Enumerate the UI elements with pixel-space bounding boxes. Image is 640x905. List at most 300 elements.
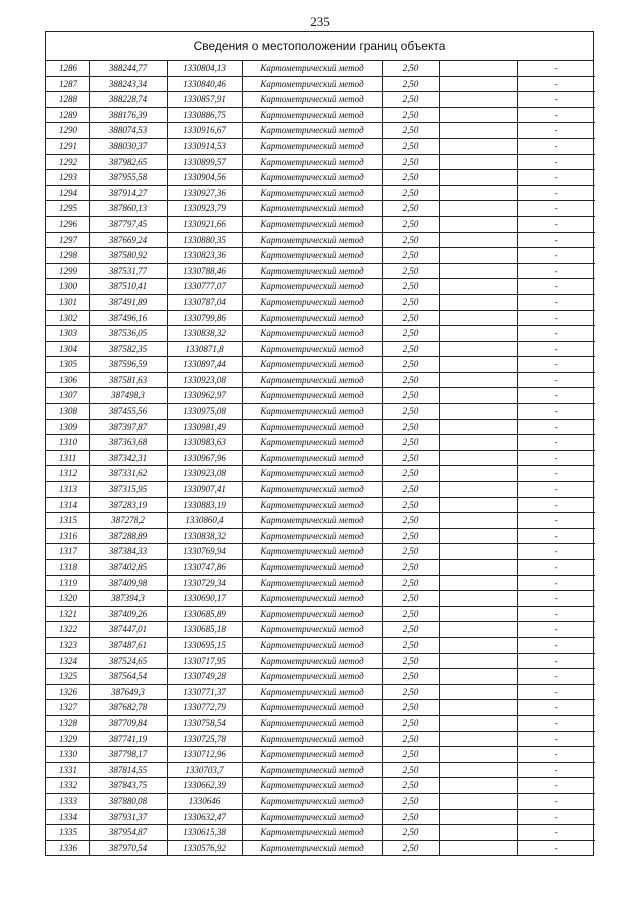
table-row: [46, 575, 595, 591]
table-row: [46, 513, 595, 529]
table-row: [46, 528, 595, 544]
table-row: [46, 435, 595, 451]
point-number-cell: 1330: [46, 747, 89, 763]
table-row: [46, 606, 595, 622]
precision-cell: 2,50: [382, 840, 439, 855]
precision-cell: 2,50: [382, 263, 439, 279]
x-coordinate-cell: 387649,3: [89, 684, 167, 700]
method-cell: Картометрический метод: [242, 482, 382, 498]
precision-cell: 2,50: [382, 482, 439, 498]
y-coordinate-cell: 1330685,89: [167, 606, 242, 622]
empty-cell: [439, 170, 517, 186]
method-cell: Картометрический метод: [242, 560, 382, 576]
x-coordinate-cell: 387931,37: [89, 809, 167, 825]
precision-cell: 2,50: [382, 61, 439, 76]
method-cell: Картометрический метод: [242, 591, 382, 607]
method-cell: Картометрический метод: [242, 357, 382, 373]
method-cell: Картометрический метод: [242, 669, 382, 685]
method-cell: Картометрический метод: [242, 778, 382, 794]
y-coordinate-cell: 1330729,34: [167, 575, 242, 591]
method-cell: Картометрический метод: [242, 263, 382, 279]
precision-cell: 2,50: [382, 388, 439, 404]
point-number-cell: 1295: [46, 201, 89, 217]
x-coordinate-cell: 387455,56: [89, 404, 167, 420]
dash-cell: -: [517, 123, 595, 139]
dash-cell: -: [517, 419, 595, 435]
empty-cell: [439, 840, 517, 855]
precision-cell: 2,50: [382, 809, 439, 825]
dash-cell: -: [517, 762, 595, 778]
empty-cell: [439, 435, 517, 451]
x-coordinate-cell: 387283,19: [89, 497, 167, 513]
precision-cell: 2,50: [382, 762, 439, 778]
method-cell: Картометрический метод: [242, 809, 382, 825]
precision-cell: 2,50: [382, 793, 439, 809]
method-cell: Картометрический метод: [242, 466, 382, 482]
precision-cell: 2,50: [382, 544, 439, 560]
x-coordinate-cell: 387409,98: [89, 575, 167, 591]
method-cell: Картометрический метод: [242, 123, 382, 139]
empty-cell: [439, 326, 517, 342]
point-number-cell: 1328: [46, 715, 89, 731]
precision-cell: 2,50: [382, 372, 439, 388]
method-cell: Картометрический метод: [242, 793, 382, 809]
method-cell: Картометрический метод: [242, 731, 382, 747]
empty-cell: [439, 216, 517, 232]
dash-cell: -: [517, 92, 595, 108]
y-coordinate-cell: 1330777,07: [167, 279, 242, 295]
y-coordinate-cell: 1330662,39: [167, 778, 242, 794]
empty-cell: [439, 138, 517, 154]
empty-cell: [439, 419, 517, 435]
table-row: [46, 185, 595, 201]
point-number-cell: 1315: [46, 513, 89, 529]
precision-cell: 2,50: [382, 419, 439, 435]
empty-cell: [439, 388, 517, 404]
dash-cell: -: [517, 435, 595, 451]
dash-cell: -: [517, 606, 595, 622]
point-number-cell: 1310: [46, 435, 89, 451]
y-coordinate-cell: 1330632,47: [167, 809, 242, 825]
point-number-cell: 1305: [46, 357, 89, 373]
point-number-cell: 1304: [46, 341, 89, 357]
method-cell: Картометрический метод: [242, 762, 382, 778]
method-cell: Картометрический метод: [242, 419, 382, 435]
precision-cell: 2,50: [382, 497, 439, 513]
empty-cell: [439, 637, 517, 653]
point-number-cell: 1286: [46, 61, 89, 76]
method-cell: Картометрический метод: [242, 528, 382, 544]
x-coordinate-cell: 387982,65: [89, 154, 167, 170]
table-row: [46, 341, 595, 357]
y-coordinate-cell: 1330646: [167, 793, 242, 809]
precision-cell: 2,50: [382, 466, 439, 482]
precision-cell: 2,50: [382, 341, 439, 357]
x-coordinate-cell: 387596,59: [89, 357, 167, 373]
x-coordinate-cell: 387491,89: [89, 294, 167, 310]
dash-cell: -: [517, 669, 595, 685]
method-cell: Картометрический метод: [242, 544, 382, 560]
method-cell: Картометрический метод: [242, 372, 382, 388]
table-row: [46, 294, 595, 310]
point-number-cell: 1297: [46, 232, 89, 248]
table-row: [46, 560, 595, 576]
dash-cell: -: [517, 544, 595, 560]
dash-cell: -: [517, 388, 595, 404]
dash-cell: -: [517, 341, 595, 357]
point-number-cell: 1308: [46, 404, 89, 420]
x-coordinate-cell: 387860,13: [89, 201, 167, 217]
x-coordinate-cell: 388176,39: [89, 107, 167, 123]
table-row: [46, 825, 595, 841]
empty-cell: [439, 793, 517, 809]
x-coordinate-cell: 387496,16: [89, 310, 167, 326]
empty-cell: [439, 591, 517, 607]
point-number-cell: 1306: [46, 372, 89, 388]
precision-cell: 2,50: [382, 123, 439, 139]
precision-cell: 2,50: [382, 637, 439, 653]
precision-cell: 2,50: [382, 294, 439, 310]
table-row: [46, 622, 595, 638]
y-coordinate-cell: 1330772,79: [167, 700, 242, 716]
x-coordinate-cell: 387397,87: [89, 419, 167, 435]
x-coordinate-cell: 387394,3: [89, 591, 167, 607]
x-coordinate-cell: 387487,61: [89, 637, 167, 653]
x-coordinate-cell: 387741,19: [89, 731, 167, 747]
method-cell: Картометрический метод: [242, 107, 382, 123]
precision-cell: 2,50: [382, 185, 439, 201]
empty-cell: [439, 528, 517, 544]
y-coordinate-cell: 1330962,97: [167, 388, 242, 404]
empty-cell: [439, 513, 517, 529]
y-coordinate-cell: 1330804,13: [167, 61, 242, 76]
point-number-cell: 1326: [46, 684, 89, 700]
x-coordinate-cell: 387498,3: [89, 388, 167, 404]
empty-cell: [439, 310, 517, 326]
y-coordinate-cell: 1330690,17: [167, 591, 242, 607]
boundary-table-sheet: [45, 31, 594, 856]
dash-cell: -: [517, 185, 595, 201]
y-coordinate-cell: 1330897,44: [167, 357, 242, 373]
dash-cell: -: [517, 216, 595, 232]
point-number-cell: 1317: [46, 544, 89, 560]
method-cell: Картометрический метод: [242, 310, 382, 326]
dash-cell: -: [517, 513, 595, 529]
precision-cell: 2,50: [382, 154, 439, 170]
empty-cell: [439, 404, 517, 420]
x-coordinate-cell: 388244,77: [89, 61, 167, 76]
table-row: [46, 170, 595, 186]
precision-cell: 2,50: [382, 560, 439, 576]
dash-cell: -: [517, 201, 595, 217]
table-row: [46, 544, 595, 560]
point-number-cell: 1303: [46, 326, 89, 342]
empty-cell: [439, 279, 517, 295]
table-row: [46, 61, 595, 76]
dash-cell: -: [517, 76, 595, 92]
y-coordinate-cell: 1330695,15: [167, 637, 242, 653]
y-coordinate-cell: 1330712,96: [167, 747, 242, 763]
empty-cell: [439, 357, 517, 373]
dash-cell: -: [517, 154, 595, 170]
empty-cell: [439, 544, 517, 560]
y-coordinate-cell: 1330799,86: [167, 310, 242, 326]
point-number-cell: 1307: [46, 388, 89, 404]
table-row: [46, 731, 595, 747]
method-cell: Картометрический метод: [242, 700, 382, 716]
y-coordinate-cell: 1330871,8: [167, 341, 242, 357]
method-cell: Картометрический метод: [242, 279, 382, 295]
table-row: [46, 388, 595, 404]
empty-cell: [439, 669, 517, 685]
table-row: [46, 809, 595, 825]
dash-cell: -: [517, 263, 595, 279]
point-number-cell: 1334: [46, 809, 89, 825]
method-cell: Картометрический метод: [242, 341, 382, 357]
x-coordinate-cell: 387682,78: [89, 700, 167, 716]
table-row: [46, 404, 595, 420]
table-row: [46, 76, 595, 92]
y-coordinate-cell: 1330838,32: [167, 326, 242, 342]
point-number-cell: 1316: [46, 528, 89, 544]
table-row: [46, 310, 595, 326]
table-row: [46, 92, 595, 108]
method-cell: Картометрический метод: [242, 185, 382, 201]
x-coordinate-cell: 387278,2: [89, 513, 167, 529]
precision-cell: 2,50: [382, 825, 439, 841]
point-number-cell: 1318: [46, 560, 89, 576]
method-cell: Картометрический метод: [242, 840, 382, 855]
empty-cell: [439, 248, 517, 264]
x-coordinate-cell: 387536,05: [89, 326, 167, 342]
x-coordinate-cell: 388074,53: [89, 123, 167, 139]
table-row: [46, 450, 595, 466]
point-number-cell: 1322: [46, 622, 89, 638]
method-cell: Картометрический метод: [242, 61, 382, 76]
empty-cell: [439, 825, 517, 841]
empty-cell: [439, 341, 517, 357]
point-number-cell: 1336: [46, 840, 89, 855]
precision-cell: 2,50: [382, 404, 439, 420]
dash-cell: -: [517, 404, 595, 420]
table-row: [46, 216, 595, 232]
y-coordinate-cell: 1330749,28: [167, 669, 242, 685]
coordinates-table: [46, 61, 595, 855]
empty-cell: [439, 747, 517, 763]
x-coordinate-cell: 387510,41: [89, 279, 167, 295]
y-coordinate-cell: 1330916,67: [167, 123, 242, 139]
point-number-cell: 1333: [46, 793, 89, 809]
y-coordinate-cell: 1330923,08: [167, 466, 242, 482]
empty-cell: [439, 294, 517, 310]
page-number: 235: [310, 14, 330, 29]
method-cell: Картометрический метод: [242, 637, 382, 653]
point-number-cell: 1289: [46, 107, 89, 123]
precision-cell: 2,50: [382, 248, 439, 264]
point-number-cell: 1313: [46, 482, 89, 498]
x-coordinate-cell: 387524,65: [89, 653, 167, 669]
y-coordinate-cell: 1330904,56: [167, 170, 242, 186]
precision-cell: 2,50: [382, 216, 439, 232]
dash-cell: -: [517, 279, 595, 295]
dash-cell: -: [517, 700, 595, 716]
table-row: [46, 778, 595, 794]
dash-cell: -: [517, 793, 595, 809]
method-cell: Картометрический метод: [242, 684, 382, 700]
table-row: [46, 201, 595, 217]
dash-cell: -: [517, 684, 595, 700]
table-row: [46, 138, 595, 154]
dash-cell: -: [517, 809, 595, 825]
point-number-cell: 1314: [46, 497, 89, 513]
point-number-cell: 1291: [46, 138, 89, 154]
point-number-cell: 1324: [46, 653, 89, 669]
x-coordinate-cell: 387342,31: [89, 450, 167, 466]
precision-cell: 2,50: [382, 435, 439, 451]
empty-cell: [439, 185, 517, 201]
x-coordinate-cell: 387531,77: [89, 263, 167, 279]
precision-cell: 2,50: [382, 575, 439, 591]
point-number-cell: 1331: [46, 762, 89, 778]
point-number-cell: 1332: [46, 778, 89, 794]
point-number-cell: 1296: [46, 216, 89, 232]
empty-cell: [439, 92, 517, 108]
point-number-cell: 1292: [46, 154, 89, 170]
table-row: [46, 793, 595, 809]
x-coordinate-cell: 387582,35: [89, 341, 167, 357]
precision-cell: 2,50: [382, 669, 439, 685]
method-cell: Картометрический метод: [242, 138, 382, 154]
dash-cell: -: [517, 591, 595, 607]
precision-cell: 2,50: [382, 170, 439, 186]
x-coordinate-cell: 387363,68: [89, 435, 167, 451]
x-coordinate-cell: 387447,01: [89, 622, 167, 638]
point-number-cell: 1311: [46, 450, 89, 466]
x-coordinate-cell: 387880,08: [89, 793, 167, 809]
x-coordinate-cell: 388243,34: [89, 76, 167, 92]
y-coordinate-cell: 1330747,86: [167, 560, 242, 576]
method-cell: Картометрический метод: [242, 715, 382, 731]
x-coordinate-cell: 387709,84: [89, 715, 167, 731]
precision-cell: 2,50: [382, 747, 439, 763]
y-coordinate-cell: 1330880,35: [167, 232, 242, 248]
dash-cell: -: [517, 715, 595, 731]
table-row: [46, 747, 595, 763]
table-row: [46, 248, 595, 264]
x-coordinate-cell: 388030,37: [89, 138, 167, 154]
method-cell: Картометрический метод: [242, 76, 382, 92]
point-number-cell: 1323: [46, 637, 89, 653]
point-number-cell: 1319: [46, 575, 89, 591]
y-coordinate-cell: 1330899,57: [167, 154, 242, 170]
table-row: [46, 123, 595, 139]
empty-cell: [439, 684, 517, 700]
table-row: [46, 482, 595, 498]
point-number-cell: 1312: [46, 466, 89, 482]
empty-cell: [439, 76, 517, 92]
empty-cell: [439, 232, 517, 248]
table-row: [46, 591, 595, 607]
table-title: Сведения о местоположении границ объекта: [46, 32, 593, 61]
x-coordinate-cell: 387914,27: [89, 185, 167, 201]
table-row: [46, 372, 595, 388]
precision-cell: 2,50: [382, 700, 439, 716]
precision-cell: 2,50: [382, 357, 439, 373]
precision-cell: 2,50: [382, 528, 439, 544]
dash-cell: -: [517, 248, 595, 264]
y-coordinate-cell: 1330886,75: [167, 107, 242, 123]
x-coordinate-cell: 387402,85: [89, 560, 167, 576]
x-coordinate-cell: 387580,92: [89, 248, 167, 264]
table-row: [46, 669, 595, 685]
point-number-cell: 1298: [46, 248, 89, 264]
y-coordinate-cell: 1330923,79: [167, 201, 242, 217]
precision-cell: 2,50: [382, 715, 439, 731]
precision-cell: 2,50: [382, 201, 439, 217]
y-coordinate-cell: 1330771,37: [167, 684, 242, 700]
y-coordinate-cell: 1330857,91: [167, 92, 242, 108]
empty-cell: [439, 123, 517, 139]
dash-cell: -: [517, 482, 595, 498]
y-coordinate-cell: 1330840,46: [167, 76, 242, 92]
dash-cell: -: [517, 575, 595, 591]
method-cell: Картометрический метод: [242, 747, 382, 763]
precision-cell: 2,50: [382, 731, 439, 747]
point-number-cell: 1327: [46, 700, 89, 716]
point-number-cell: 1309: [46, 419, 89, 435]
point-number-cell: 1288: [46, 92, 89, 108]
table-row: [46, 466, 595, 482]
empty-cell: [439, 201, 517, 217]
coordinates-table-body: [46, 61, 595, 855]
table-row: [46, 263, 595, 279]
dash-cell: -: [554, 842, 558, 853]
point-number-cell: 1300: [46, 279, 89, 295]
dash-cell: -: [517, 294, 595, 310]
precision-cell: 2,50: [382, 310, 439, 326]
dash-cell: -: [517, 622, 595, 638]
point-number-cell: 1301: [46, 294, 89, 310]
dash-cell: -: [517, 372, 595, 388]
y-coordinate-cell: 1330923,08: [167, 372, 242, 388]
x-coordinate-cell: 387669,24: [89, 232, 167, 248]
dash-cell: -: [517, 637, 595, 653]
empty-cell: [439, 622, 517, 638]
y-coordinate-cell: 1330823,36: [167, 248, 242, 264]
table-row: [46, 154, 595, 170]
empty-cell: [439, 263, 517, 279]
dash-cell: -: [517, 61, 595, 76]
empty-cell: [439, 700, 517, 716]
dash-cell: -: [517, 138, 595, 154]
y-coordinate-cell: 1330787,04: [167, 294, 242, 310]
dash-cell: -: [517, 560, 595, 576]
precision-cell: 2,50: [382, 107, 439, 123]
method-cell: Картометрический метод: [242, 404, 382, 420]
method-cell: Картометрический метод: [242, 653, 382, 669]
method-cell: Картометрический метод: [242, 825, 382, 841]
table-row: [46, 637, 595, 653]
x-coordinate-cell: 387564,54: [89, 669, 167, 685]
point-number-cell: 1290: [46, 123, 89, 139]
table-row: [46, 357, 595, 373]
method-cell: Картометрический метод: [242, 450, 382, 466]
point-number-cell: 1294: [46, 185, 89, 201]
x-coordinate-cell: 387970,54: [89, 840, 167, 855]
table-row: [46, 762, 595, 778]
y-coordinate-cell: 1330615,38: [167, 825, 242, 841]
x-coordinate-cell: 387288,89: [89, 528, 167, 544]
